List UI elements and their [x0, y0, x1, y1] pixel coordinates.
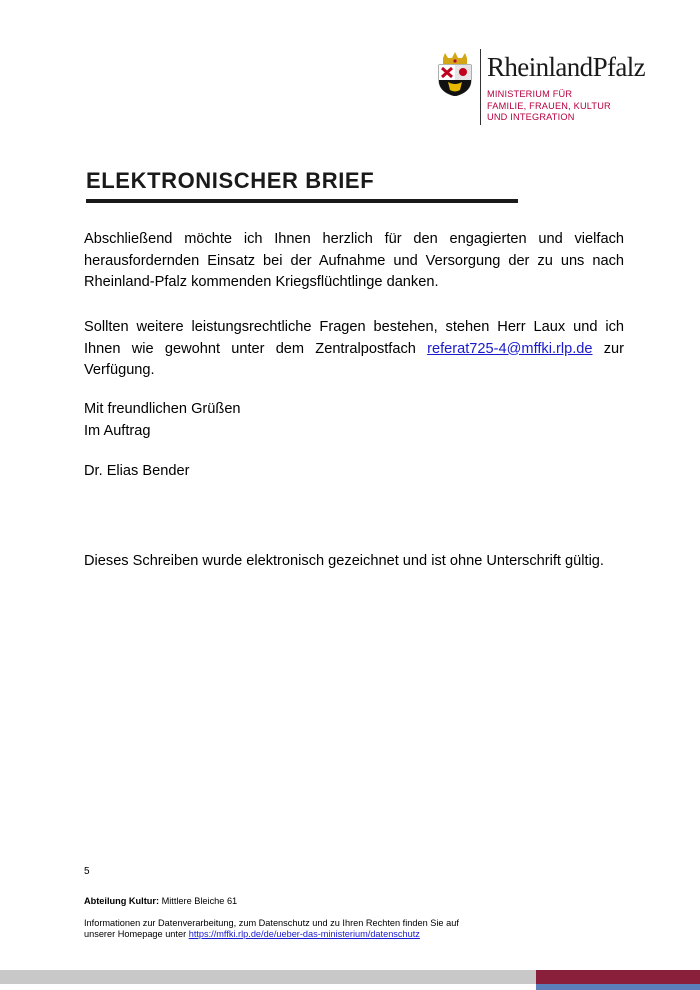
email-link[interactable]: referat725-4@mffki.rlp.de [427, 340, 593, 357]
ministry-line: MINISTERIUM FÜR [487, 89, 573, 99]
brand-name: RheinlandPfalz [487, 52, 646, 82]
department-street: Mittlere Bleiche 61 [159, 896, 238, 906]
letter-type-heading: ELEKTRONISCHER BRIEF [86, 168, 375, 193]
footer-bar-red [536, 970, 700, 984]
on-behalf: Im Auftrag [84, 422, 151, 439]
privacy-text-prefix: unserer Homepage unter [84, 929, 189, 939]
crown-icon [443, 52, 467, 64]
greeting: Mit freundlichen Grüßen [84, 401, 241, 417]
page-number: 5 [84, 866, 90, 877]
paragraph-contact [84, 317, 624, 382]
electronic-signature-note: Dieses Schreiben wurde elektronisch gezeichnet und ist ohne Unterschrift gültig. [84, 553, 604, 569]
department-label: Abteilung Kultur: [84, 896, 160, 906]
shield-icon [439, 65, 471, 96]
signer-name: Dr. Elias Bender [84, 463, 190, 479]
closing-block [84, 399, 624, 442]
ministry-name [487, 89, 611, 124]
footer-bar-blue [536, 984, 700, 990]
paragraph-contact-text-end: zur Verfügung. [84, 340, 624, 378]
ministry-line: FAMILIE, FRAUEN, KULTUR [487, 100, 611, 111]
privacy-link[interactable]: https://mffki.rlp.de/de/ueber-das-ministerium/datenschutz [188, 929, 420, 939]
coat-of-arms-logo [436, 52, 474, 96]
department-address [84, 896, 237, 906]
privacy-text: Informationen zur Datenverarbeitung, zum Datenschutz und zu Ihren Rechten finden Sie auf [84, 918, 459, 928]
paragraph-thanks: Abschließend möchte ich Ihnen herzlich für den engagierten und vielfach herausfordernden Einsatz bei der Aufnahme und Versorgung der zu uns nach Rheinland-Pfalz kommenden Kriegsflüchtlinge danken. [84, 231, 624, 290]
privacy-text-line2 [84, 929, 459, 940]
ministry-line: UND INTEGRATION [487, 112, 575, 122]
paragraph-contact-text: Sollten weitere leistungsrechtliche Fragen bestehen, stehen Herr Laux und ich Ihnen wie gewohnt unter dem Zentralpostfach [84, 319, 624, 357]
logo-divider [480, 49, 481, 125]
footer-bar-gray [0, 970, 536, 984]
heading-rule [86, 199, 518, 203]
privacy-notice [84, 918, 459, 940]
